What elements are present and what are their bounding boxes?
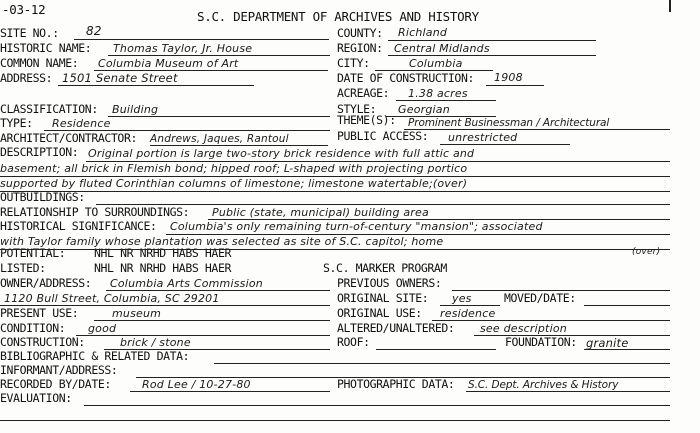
bibliographic-label: BIBLIOGRAPHIC & RELATED DATA: (0, 349, 190, 363)
style-label: STYLE: (337, 102, 377, 116)
original-use-label: ORIGINAL USE: (337, 306, 422, 320)
potential-label: POTENTIAL: (0, 246, 66, 260)
present-use-line (94, 320, 330, 321)
public-access-line (440, 144, 570, 145)
date-of-construction-label: DATE OF CONSTRUCTION: (337, 71, 474, 85)
evaluation-line-2 (0, 420, 670, 421)
potential-codes: NHL NR NRHD HABS HAER (94, 246, 231, 260)
significance-over: (over) (632, 247, 661, 257)
owner-line (106, 290, 330, 291)
historical-significance-label: HISTORICAL SIGNIFICANCE: (0, 219, 157, 233)
county-line (388, 40, 596, 41)
region-line (388, 55, 596, 56)
informant-label: INFORMANT/ADDRESS: (0, 363, 118, 377)
edge-mark (669, 0, 671, 12)
common-name-label: COMMON NAME: (0, 56, 79, 70)
significance-line-1: Columbia's only remaining turn-of-century "mansion"; associated (170, 220, 543, 233)
marker-program-label: S.C. MARKER PROGRAM (323, 261, 447, 275)
county-label: COUNTY: (337, 26, 383, 40)
acreage-value: 1.38 acres (408, 87, 468, 100)
acreage-line (396, 100, 496, 101)
classification-label: CLASSIFICATION: (0, 102, 98, 116)
architect-value: Andrews, Jaques, Rantoul (150, 133, 289, 145)
description-line-1: Original portion is large two-story brick residence with full attic and (88, 147, 475, 160)
photographic-data-value: S.C. Dept. Archives & History (468, 379, 619, 391)
altered-value: see description (480, 322, 567, 335)
relationship-value: Public (state, municipal) building area (212, 206, 429, 219)
foundation-label: FOUNDATION: (505, 335, 577, 349)
architect-label: ARCHITECT/CONTRACTOR: (0, 131, 137, 145)
original-use-line (432, 320, 670, 321)
acreage-label: ACREAGE: (337, 86, 390, 100)
public-access-label: PUBLIC ACCESS: (337, 129, 429, 143)
description-line-2: basement; all brick in Flemish bond; hipped roof; L-shaped with projecting portico (0, 162, 468, 175)
original-site-value: yes (452, 292, 472, 305)
condition-line (76, 335, 330, 336)
owner-address-label: OWNER/ADDRESS: (0, 276, 92, 290)
card-code: -03-12 (2, 2, 46, 17)
listed-label: LISTED: (0, 261, 46, 275)
roof-label: ROOF: (337, 335, 370, 349)
county-value: Richland (398, 26, 448, 39)
present-use-value: museum (112, 307, 162, 320)
previous-owners-label: PREVIOUS OWNERS: (337, 276, 442, 290)
themes-line (404, 129, 670, 130)
recorded-by-line (130, 391, 330, 392)
recorded-by-label: RECORDED BY/DATE: (0, 377, 111, 391)
date-of-construction-value: 1908 (494, 71, 523, 84)
original-site-label: ORIGINAL SITE: (337, 291, 429, 305)
address-label: ADDRESS: (0, 71, 53, 85)
themes-label: THEME(S): (337, 113, 396, 127)
outbuildings-label: OUTBUILDINGS: (0, 190, 85, 204)
moved-date-label: MOVED/DATE: (504, 291, 576, 305)
common-name-value: Columbia Museum of Art (98, 57, 239, 70)
classification-value: Building (112, 103, 159, 116)
region-label: REGION: (337, 41, 383, 55)
date-of-construction-line (486, 85, 544, 86)
themes-value: Prominent Businessman / Architectural (408, 117, 610, 129)
description-rule-3 (0, 191, 670, 192)
agency-header: S.C. DEPARTMENT OF ARCHIVES AND HISTORY (197, 9, 479, 24)
architect-line (150, 145, 328, 146)
historic-name-value: Thomas Taylor, Jr. House (113, 42, 253, 55)
relationship-label: RELATIONSHIP TO SURROUNDINGS: (0, 205, 190, 219)
evaluation-line (84, 405, 670, 406)
construction-label: CONSTRUCTION: (0, 335, 85, 349)
region-value: Central Midlands (394, 42, 490, 55)
photographic-data-line (466, 391, 670, 392)
recorded-by-value: Rod Lee / 10-27-80 (142, 378, 251, 391)
owner-address-value: 1120 Bull Street, Columbia, SC 29201 (4, 292, 220, 305)
type-value: Residence (52, 117, 111, 130)
significance-line-2: with Taylor family whose plantation was selected as site of S.C. capitol; home (0, 235, 444, 248)
present-use-label: PRESENT USE: (0, 306, 79, 320)
construction-value: brick / stone (120, 336, 191, 349)
foundation-value: granite (586, 336, 629, 350)
description-label: DESCRIPTION: (0, 145, 79, 159)
moved-date-line (584, 305, 670, 306)
owner-value: Columbia Arts Commission (110, 277, 263, 290)
significance-rule-2 (0, 249, 670, 250)
evaluation-label: EVALUATION: (0, 391, 72, 405)
site-no-label: SITE NO.: (0, 26, 59, 40)
description-line-3: supported by fluted Corinthian columns of limestone; limestone watertable;(over) (0, 177, 468, 190)
bibliographic-line (214, 363, 670, 364)
address-value: 1501 Senate Street (62, 71, 178, 85)
original-site-line (440, 305, 500, 306)
city-value: Columbia (409, 57, 463, 70)
altered-label: ALTERED/UNALTERED: (337, 321, 455, 335)
site-no-line (74, 39, 329, 40)
original-use-value: residence (440, 307, 496, 320)
classification-line (108, 116, 330, 117)
address-line (58, 85, 254, 86)
site-no-value: 82 (86, 24, 102, 38)
historic-name-line (108, 55, 330, 56)
condition-value: good (88, 322, 117, 335)
historic-name-label: HISTORIC NAME: (0, 41, 92, 55)
type-label: TYPE: (0, 116, 33, 130)
foundation-line (584, 349, 670, 350)
photographic-data-label: PHOTOGRAPHIC DATA: (337, 377, 455, 391)
listed-codes: NHL NR NRHD HABS HAER (94, 261, 231, 275)
condition-label: CONDITION: (0, 321, 66, 335)
roof-line (376, 349, 496, 350)
public-access-value: unrestricted (448, 131, 518, 144)
style-value: Georgian (398, 103, 450, 116)
city-label: CITY: (337, 56, 370, 70)
